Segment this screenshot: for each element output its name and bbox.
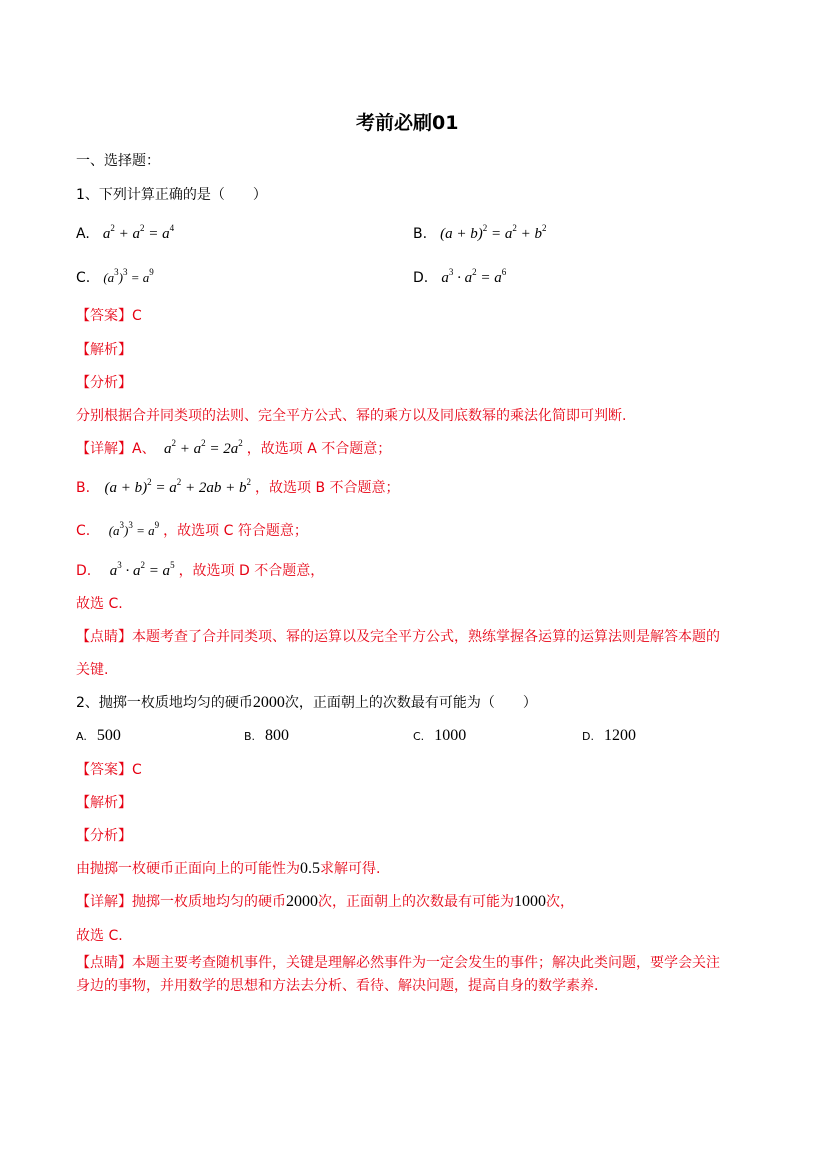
detail-text: ，故选项 D 不合题意，	[178, 563, 325, 579]
answer-value: C	[132, 308, 142, 324]
option-value: 1000	[434, 727, 467, 744]
detail-expression: $(a^3)^3 = a^9$	[108, 520, 160, 538]
option-label: D.	[582, 730, 594, 743]
answer-tag: 【答案】	[76, 762, 132, 778]
q2-answer	[76, 759, 142, 779]
detail-label: A、	[132, 441, 156, 457]
q1-conclusion: 故选 C.	[76, 596, 123, 612]
q1-fenxi-tag: 【分析】	[76, 375, 132, 391]
detail-tag: 【详解】	[76, 894, 132, 910]
q2-option-a	[76, 725, 121, 745]
page-title: 考前必刷01	[356, 112, 459, 134]
detail-text: 次，	[546, 894, 574, 910]
stem-text: 2、抛掷一枚质地均匀的硬币	[76, 695, 253, 711]
q2-option-b	[244, 725, 289, 745]
q2-option-c	[413, 725, 466, 745]
dianjing-tag: 【点睛】	[76, 629, 132, 645]
option-expression: $(a^3)^3 = a^9$	[103, 267, 154, 285]
detail-label: C.	[76, 523, 91, 539]
q1-answer	[76, 305, 142, 325]
detail-expression: $(a + b)^2 = a^2 + 2ab + b^2$	[104, 477, 252, 496]
section-heading: 一、选择题：	[76, 153, 160, 169]
q2-jiexi-tag: 【解析】	[76, 795, 132, 811]
detail-number: 1000	[514, 893, 546, 910]
q2-fenxi-tag: 【分析】	[76, 828, 132, 844]
q1-fenxi-text: 分别根据合并同类项的法则、完全平方公式、幂的乘方以及同底数幂的乘法化简即可判断.	[76, 408, 627, 424]
option-value: 800	[265, 727, 290, 744]
q1-dianjing-line1	[76, 626, 720, 646]
detail-text: ，故选项 B 不合题意；	[255, 480, 400, 496]
detail-expression: $a^2 + a^2 = 2a^2$	[164, 438, 243, 457]
option-label: B.	[244, 730, 256, 743]
q1-detail-c	[76, 520, 308, 540]
detail-text: 抛掷一枚质地均匀的硬币	[132, 894, 286, 910]
stem-number: 2000	[252, 694, 285, 711]
q1-detail-a	[76, 438, 391, 458]
detail-text: 次，正面朝上的次数最有可能为	[318, 894, 514, 910]
option-expression: $a^2 + a^2 = a^4$	[102, 223, 175, 242]
question-2-stem	[76, 692, 537, 712]
option-label: A.	[76, 730, 87, 743]
option-label: C.	[413, 730, 425, 743]
q1-jiexi-tag: 【解析】	[76, 342, 132, 358]
option-value: 1200	[603, 727, 636, 744]
option-label: D.	[413, 270, 429, 286]
option-label: A.	[76, 226, 90, 242]
option-expression: $a^3 \cdot a^2 = a^6$	[441, 267, 507, 286]
q2-fenxi-text	[76, 858, 380, 878]
fenxi-text: 由抛掷一枚硬币正面向上的可能性为	[76, 861, 300, 877]
q2-dianjing-line2: 身边的事物，并用数学的思想和方法去分析、看待、解决问题，提高自身的数学素养.	[76, 978, 599, 994]
answer-tag: 【答案】	[76, 308, 132, 324]
detail-expression: $a^3 \cdot a^2 = a^5$	[109, 560, 175, 579]
q2-conclusion: 故选 C.	[76, 928, 123, 944]
detail-number: 2000	[286, 893, 318, 910]
q2-dianjing-line1	[76, 952, 720, 972]
q1-detail-b	[76, 477, 400, 497]
detail-label: D.	[76, 563, 92, 579]
q2-detail	[76, 891, 574, 911]
dianjing-tag: 【点睛】	[76, 955, 132, 971]
detail-text: ，故选项 C 符合题意；	[163, 523, 308, 539]
answer-value: C	[132, 762, 142, 778]
q1-option-a	[76, 223, 174, 243]
q1-option-d	[413, 267, 506, 287]
dianjing-text: 本题考查了合并同类项、幂的运算以及完全平方公式，熟练掌握各运算的运算法则是解答本题的	[132, 629, 720, 645]
q1-option-b	[413, 223, 547, 243]
fenxi-text: 求解可得.	[320, 861, 381, 877]
q1-option-c	[76, 267, 154, 286]
option-expression: $(a + b)^2 = a^2 + b^2$	[440, 223, 547, 242]
fenxi-number: 0.5	[300, 860, 320, 877]
detail-text: ，故选项 A 不合题意；	[246, 441, 392, 457]
q2-option-d	[582, 725, 636, 745]
q1-detail-d	[76, 560, 324, 580]
dianjing-text: 本题主要考查随机事件，关键是理解必然事件为一定会发生的事件；解决此类问题，要学会关注	[132, 955, 720, 971]
question-1-stem: 1、下列计算正确的是（ ）	[76, 187, 267, 203]
detail-label: B.	[76, 480, 91, 496]
option-label: C.	[76, 270, 91, 286]
option-label: B.	[413, 226, 428, 242]
q1-dianjing-line2: 关键.	[76, 662, 109, 678]
stem-text: 次，正面朝上的次数最有可能为（ ）	[284, 695, 537, 711]
option-value: 500	[96, 727, 121, 744]
detail-tag: 【详解】	[76, 441, 132, 457]
